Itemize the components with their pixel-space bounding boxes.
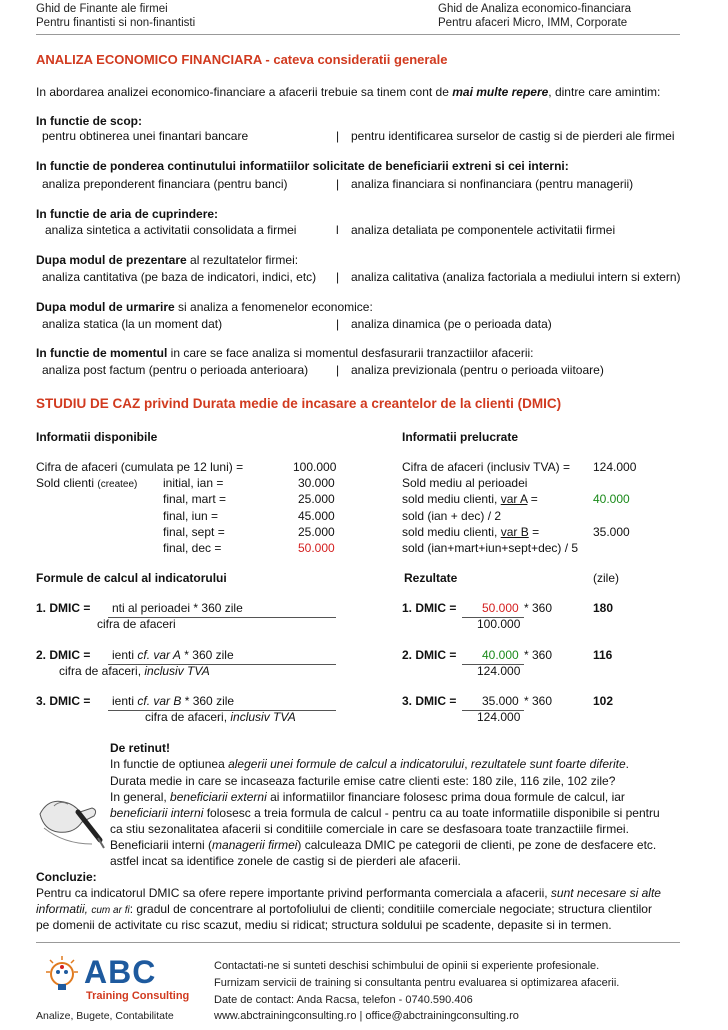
header-right-1: Ghid de Analiza economico-financiara: [438, 3, 632, 15]
sold-iun-value: 45.000: [298, 509, 335, 523]
result-2-numerator: 40.000: [482, 648, 519, 662]
result-1-days: 180: [593, 601, 614, 615]
retinut-line-4: beneficiarii interni folosesc a treia formula de calcul - pentru ca au toate informatiile disponibile si pentru: [110, 806, 660, 820]
criterion-1-sep: |: [336, 129, 340, 143]
criterion-4-heading: Dupa modul de prezentare al rezultatelor firmei:: [36, 253, 299, 267]
retinut-line-3: In general, beneficiarii externi ai informatiilor financiare folosesc prima doua formule de calcul, iar: [110, 790, 625, 804]
criterion-3-right: analiza detaliata pe componentele activitatii firmei: [351, 223, 616, 237]
footer-line-3: Date de contact: Anda Racsa, telefon - 0740.590.406: [214, 994, 473, 1006]
formula-3-numerator: ienti cf. var B * 360 zile: [112, 694, 235, 708]
formula-3-denominator: cifra de afaceri, inclusiv TVA: [145, 710, 296, 724]
formula-2-numerator: ienti cf. var A * 360 zile: [112, 648, 234, 662]
sold-mart-value: 25.000: [298, 492, 335, 506]
formula-1-denominator: cifra de afaceri: [97, 617, 176, 631]
formula-2-denominator: cifra de afaceri, inclusiv TVA: [59, 664, 210, 678]
section1-title: ANALIZA ECONOMICO FINANCIARA - cateva consideratii generale: [36, 52, 448, 67]
result-1-multiplier: * 360: [524, 601, 553, 615]
avg-balance-var-b-label: sold mediu clienti, var B =: [402, 525, 540, 539]
sold-iun-label: final, iun =: [163, 509, 219, 523]
criterion-2-left: analiza preponderent financiara (pentru banci): [42, 177, 288, 191]
result-3-days: 102: [593, 694, 614, 708]
criterion-5-right: analiza dinamica (pe o perioada data): [351, 317, 552, 331]
sold-sept-value: 25.000: [298, 525, 335, 539]
criterion-6-heading: In functie de momentul in care se face analiza si momentul desfasurarii tranzactiilor afacerii:: [36, 346, 534, 360]
result-3-denominator: 124.000: [477, 710, 521, 724]
concluzie-title: Concluzie:: [36, 870, 97, 884]
criterion-1-heading: In functie de scop:: [36, 114, 143, 128]
turnover-label: Cifra de afaceri (cumulata pe 12 luni) =: [36, 460, 244, 474]
result-3-numerator: 35.000: [482, 694, 519, 708]
criterion-2-heading: In functie de ponderea continutului informatiilor solicitate de beneficiarii extreni si cei interni:: [36, 159, 569, 173]
avg-balance-label: Sold mediu al perioadei: [402, 476, 528, 490]
footer-contact-links[interactable]: www.abctrainingconsulting.ro | office@abctrainingconsulting.ro: [214, 1010, 519, 1022]
avg-balance-var-b-value: 35.000: [593, 525, 630, 539]
criterion-6-left: analiza post factum (pentru o perioada anterioara): [42, 363, 309, 377]
info-disponibile-heading: Informatii disponibile: [36, 430, 158, 444]
sold-dec-label: final, dec =: [163, 541, 222, 555]
sold-clienti-label: Sold clienti (createe): [36, 476, 138, 490]
result-1-denominator: 100.000: [477, 617, 521, 631]
writing-hand-icon: [34, 768, 106, 852]
criterion-5-sep: |: [336, 317, 340, 331]
retinut-title: De retinut!: [110, 741, 170, 755]
formula-1-numerator: nti al perioadei * 360 zile: [112, 601, 243, 615]
retinut-line-6: Beneficiarii interni (managerii firmei) calculeaza DMIC pe categorii de clienti, pe zone de desfacere etc.: [110, 838, 657, 852]
footer-line-1: Contactati-ne si sunteti deschisi schimbului de opinii si experiente profesionale.: [214, 960, 600, 972]
result-3-label: 3. DMIC =: [402, 694, 457, 708]
header-left-1: Ghid de Finante ale firmei: [36, 3, 168, 15]
criterion-6-right: analiza previzionala (pentru o perioada viitoare): [351, 363, 604, 377]
criterion-5-left: analiza statica (la un moment dat): [42, 317, 223, 331]
footer-line-2: Furnizam servicii de training si consultanta pentru evaluarea si optimizarea afacerii.: [214, 977, 620, 989]
result-2-label: 2. DMIC =: [402, 648, 457, 662]
sold-sept-label: final, sept =: [163, 525, 225, 539]
criterion-2-right: analiza financiara si nonfinanciara (pentru managerii): [351, 177, 634, 191]
criterion-2-sep: |: [336, 177, 340, 191]
result-1-numerator: 50.000: [482, 601, 519, 615]
criterion-1-left: pentru obtinerea unei finantari bancare: [42, 129, 249, 143]
info-prelucrate-heading: Informatii prelucrate: [402, 430, 519, 444]
avg-balance-var-a-value: 40.000: [593, 492, 630, 506]
formule-heading: Formule de calcul al indicatorului: [36, 571, 227, 585]
turnover-vat-label: Cifra de afaceri (inclusiv TVA) =: [402, 460, 570, 474]
rezultate-heading: Rezultate: [404, 571, 458, 585]
criterion-4-right: analiza calitativa (analiza factoriala a mediului intern si extern): [351, 270, 681, 284]
turnover-vat-value: 124.000: [593, 460, 637, 474]
criterion-1-right: pentru identificarea surselor de castig si de pierderi ale firmei: [351, 129, 675, 143]
header-left-2: Pentru finantisti si non-finantisti: [36, 17, 196, 29]
result-2-multiplier: * 360: [524, 648, 553, 662]
zile-heading: (zile): [593, 571, 619, 585]
criterion-6-sep: |: [336, 363, 340, 377]
footer-tagline: Analize, Bugete, Contabilitate: [36, 1010, 174, 1022]
logo-subtitle: Training Consulting: [86, 990, 190, 1002]
criterion-3-left: analiza sintetica a activitatii consolidata a firmei: [45, 223, 297, 237]
avg-balance-var-a-label: sold mediu clienti, var A =: [402, 492, 538, 506]
criterion-3-sep: l: [336, 223, 339, 237]
result-2-denominator: 124.000: [477, 664, 521, 678]
var-b-formula: sold (ian+mart+iun+sept+dec) / 5: [402, 541, 579, 555]
sold-dec-value: 50.000: [298, 541, 335, 555]
formula-2-label: 2. DMIC =: [36, 648, 91, 662]
var-a-formula: sold (ian + dec) / 2: [402, 509, 502, 523]
concluzie-line-3: pe domenii de activitate cu risc scazut, mediu si ridicat; structura soldului pe scadente, depasite si in termen.: [36, 918, 612, 932]
turnover-value: 100.000: [293, 460, 337, 474]
formula-3-label: 3. DMIC =: [36, 694, 91, 708]
formula-1-label: 1. DMIC =: [36, 601, 91, 615]
sold-mart-label: final, mart =: [163, 492, 227, 506]
retinut-line-7: astfel incat sa identifice zonele de castig si de pierderi ale afacerii.: [110, 854, 461, 868]
result-2-days: 116: [593, 648, 613, 662]
retinut-line-2: Durata medie in care se incaseaza facturile emise catre clienti este: 180 zile, 116 zile, 102 zile?: [110, 774, 616, 788]
concluzie-line-1: Pentru ca indicatorul DMIC sa ofere repere importante privind performanta comerciala a afacerii, sunt necesare si alte: [36, 886, 661, 900]
criterion-3-heading: In functie de aria de cuprindere:: [36, 207, 219, 221]
retinut-line-5: ca stiu sezonalitatea afacerii si conditiile comerciale in care se desfasoara toate tranzactiile firmei.: [110, 822, 629, 836]
retinut-line-1: In functie de optiunea alegerii unei formule de calcul a indicatorului, rezultatele sunt foarte diferite.: [110, 757, 630, 771]
criterion-5-heading: Dupa modul de urmarire si analiza a fenomenelor economice:: [36, 300, 373, 314]
result-1-label: 1. DMIC =: [402, 601, 457, 615]
logo-text: ABC: [84, 954, 157, 990]
section2-title: STUDIU DE CAZ privind Durata medie de incasare a creantelor de la clienti (DMIC): [36, 396, 562, 411]
result-3-multiplier: * 360: [524, 694, 553, 708]
header-right-2: Pentru afaceri Micro, IMM, Corporate: [438, 17, 628, 29]
footer-divider: [36, 942, 680, 943]
section1-intro: In abordarea analizei economico-financiare a afacerii trebuie sa tinem cont de mai multe repere, dintre care amintim:: [36, 85, 661, 99]
header-divider: [36, 34, 680, 35]
sold-initial-label: initial, ian =: [163, 476, 224, 490]
criterion-4-left: analiza cantitativa (pe baza de indicatori, indici, etc): [42, 270, 317, 284]
sold-initial-value: 30.000: [298, 476, 335, 490]
criterion-4-sep: |: [336, 270, 340, 284]
concluzie-line-2: informatii, cum ar fi: gradul de concentrare al portofoliului de clienti; conditiile comerciale negociate; structura clientilor: [36, 902, 652, 916]
